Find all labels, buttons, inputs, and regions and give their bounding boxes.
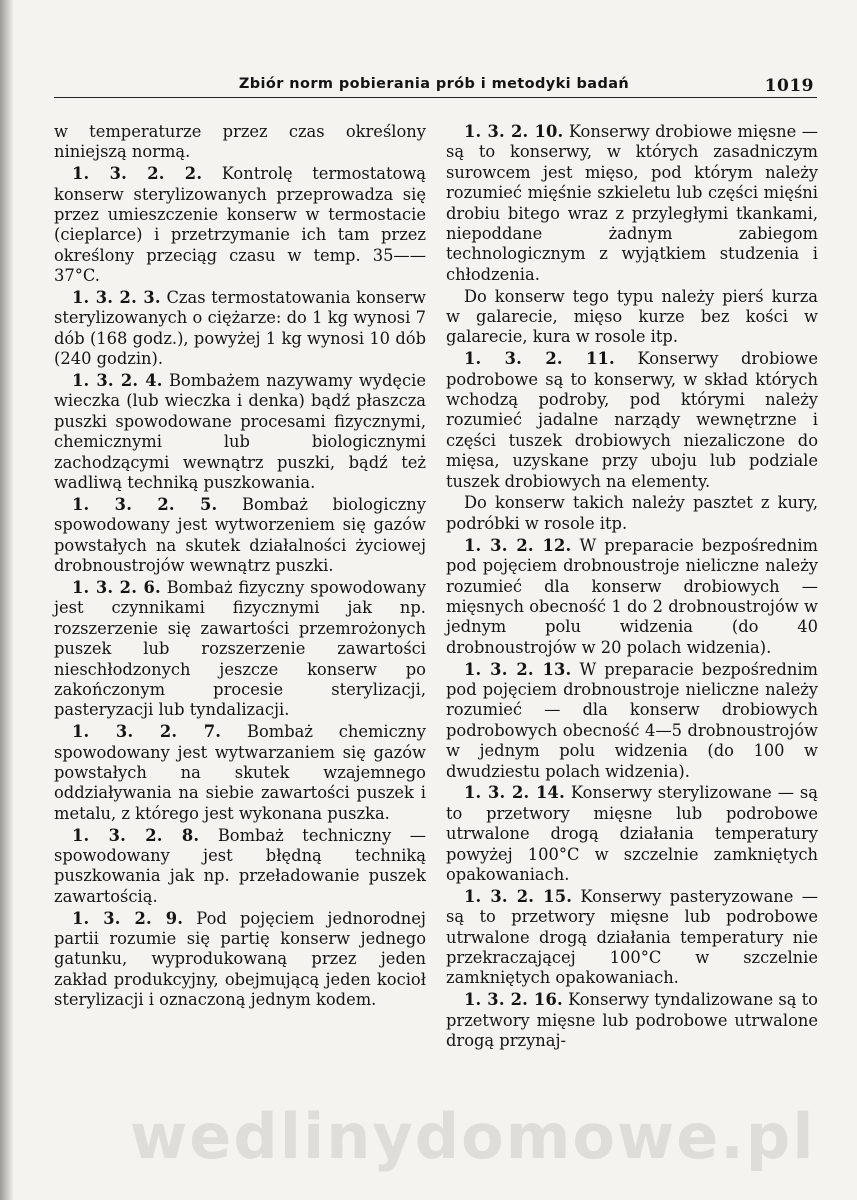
section-number: 1. 3. 2. 4. — [72, 371, 163, 391]
paragraph-text: Bombażem nazywamy wydęcie wieczka (lub wieczka i denka) bądź płaszcza puszki spowodowane procesami fizycznymi, chemicznymi lub biologicznymi zachodzącymi wewnątrz puszki, bądź też wadliwą techniką puszkowania. — [54, 371, 426, 493]
section-number: 1. 3. 2. 3. — [72, 288, 161, 308]
section-number: 1. 3. 2. 7. — [72, 722, 222, 742]
page-number: 1019 — [764, 76, 814, 96]
left-column — [54, 122, 426, 1012]
section-number: 1. 3. 2. 2. — [72, 164, 203, 184]
paragraph — [54, 371, 426, 493]
paragraph-text: W preparacie bezpośrednim pod pojęciem drobnoustroje nieliczne należy rozumieć dla konserw drobiowych — mięsnych obecność 1 do 2 drobnoustrojów w jednym polu widzenia (do 40 drobnoustrojów w 20 polach widzenia). — [446, 535, 818, 657]
scan-edge-shadow — [0, 0, 14, 1200]
paragraph — [54, 288, 426, 370]
section-number: 1. 3. 2. 11. — [464, 349, 615, 369]
section-number: 1. 3. 2. 15. — [464, 886, 573, 906]
paragraph-text: Czas termostatowania konserw sterylizowanych o ciężarze: do 1 kg wynosi 7 dób (168 godz.), powyżej 1 kg wynosi 10 dób (240 godzin). — [54, 288, 426, 369]
paragraph — [54, 578, 426, 721]
section-number: 1. 3. 2. 6. — [72, 577, 161, 597]
paragraph — [446, 536, 818, 658]
section-number: 1. 3. 2. 14. — [464, 783, 565, 803]
paragraph — [54, 164, 426, 286]
section-number: 1. 3. 2. 16. — [464, 990, 563, 1010]
paragraph — [446, 990, 818, 1051]
paragraph — [54, 495, 426, 577]
paragraph-text: Bombaż fizyczny spowodowany jest czynnikami fizycznymi jak np. rozszerzenie się zawartości przemrożonych puszek lub rozszerzenie zawartości nieschłodzonych jeszcze konserw po zakończonym procesie sterylizacji, pasteryzacji lub tyndalizacji. — [54, 577, 426, 720]
paragraph-text: Bombaż biologiczny spowodowany jest wytworzeniem się gazów powstałych na skutek działalności życiowej drobnoustrojów wewnątrz puszki. — [54, 494, 426, 576]
section-number: 1. 3. 2. 5. — [72, 494, 218, 514]
paragraph-text: Konserwy drobiowe mięsne — są to konserwy, w których zasadniczym surowcem jest mięso, pod którym należy rozumieć mięśnie szkieletu lub części mięśni drobiu bitego wraz z przyległymi tkankami, niepoddane żadnym zabiegom technologicznym z wyjątkiem studzenia i chłodzenia. — [446, 122, 818, 284]
paragraph — [446, 887, 818, 989]
section-number: 1. 3. 2. 12. — [464, 535, 572, 555]
paragraph-text: Do konserw takich należy pasztet z kury, podróbki w rosole itp. — [446, 493, 818, 533]
paragraph-text: Pod pojęciem jednorodnej partii rozumie się partię konserw jednego gatunku, wyprodukowaną przez jeden zakład produkcyjny, obejmującą jeden kocioł sterylizacji i oznaczoną jednym kodem. — [54, 908, 426, 1010]
section-number: 1. 3. 2. 10. — [464, 122, 564, 141]
paragraph — [54, 826, 426, 908]
paragraph-text: W preparacie bezpośrednim pod pojęciem drobnoustroje nieliczne należy rozumieć — dla konserw drobiowych podrobowych obecność 4—5 drobnoustrojów w jednym polu widzenia (do 100 w dwudziestu polach widzenia). — [446, 659, 818, 781]
paragraph — [446, 122, 818, 285]
paragraph-text: Konserwy drobiowe podrobowe są to konserwy, w skład których wchodzą podroby, pod którymi należy rozumieć jadalne narządy wewnętrzne i części tuszek drobiowych niezaliczone do mięsa, uzyskane przy uboju lub podziale tuszek drobiowych na elementy. — [446, 349, 818, 491]
paragraph-text: Konserwy sterylizowane — są to przetwory mięsne lub podrobowe utrwalone drogą działania temperatury powyżej 100°C w szczelnie zamkniętych opakowaniach. — [446, 783, 818, 884]
paragraph — [54, 122, 426, 163]
paragraph — [54, 909, 426, 1011]
paragraph — [446, 660, 818, 782]
paragraph-text: Kontrolę termostatową konserw sterylizowanych przeprowadza się przez umieszczenie konserw w termostacie (cieplarce) i przetrzymanie ich tam przez określony przeciąg czasu w temp. 35—— 37°C. — [54, 164, 426, 286]
paragraph — [446, 783, 818, 885]
paragraph — [54, 722, 426, 824]
watermark: wedlinydomowe.pl — [130, 1100, 816, 1173]
paragraph-text: Do konserw tego typu należy pierś kurza w galarecie, mięso kurze bez kości w galarecie, kura w rosole itp. — [446, 286, 818, 347]
paragraph-text: Konserwy tyndalizowane są to przetwory mięsne lub podrobowe utrwalone drogą przynaj- — [446, 990, 818, 1050]
right-column — [446, 122, 818, 1053]
paragraph — [446, 349, 818, 492]
paragraph — [446, 287, 818, 348]
paragraph-text: Bombaż techniczny — spowodowany jest błędną techniką puszkowania jak np. przeładowanie puszek zawartością. — [54, 825, 426, 906]
section-number: 1. 3. 2. 9. — [72, 908, 184, 928]
section-number: 1. 3. 2. 8. — [72, 825, 200, 845]
paragraph-text: Konserwy pasteryzowane — są to przetwory mięsne lub podrobowe utrwalone drogą działania temperatury nie przekraczającej 100°C w szczelnie zamkniętych opakowaniach. — [446, 886, 818, 988]
section-number: 1. 3. 2. 13. — [464, 659, 572, 679]
paragraph-text: Bombaż chemiczny spowodowany jest wytwarzaniem się gazów powstałych na skutek wzajemnego oddziaływania na siebie zawartości puszek i metalu, z którego jest wykonana puszka. — [54, 722, 426, 823]
paragraph-text: w temperaturze przez czas określony niniejszą normą. — [54, 122, 426, 162]
header-rule — [54, 97, 817, 98]
paragraph — [446, 493, 818, 534]
header-title: Zbiór norm pobierania prób i metodyki badań — [238, 76, 630, 92]
